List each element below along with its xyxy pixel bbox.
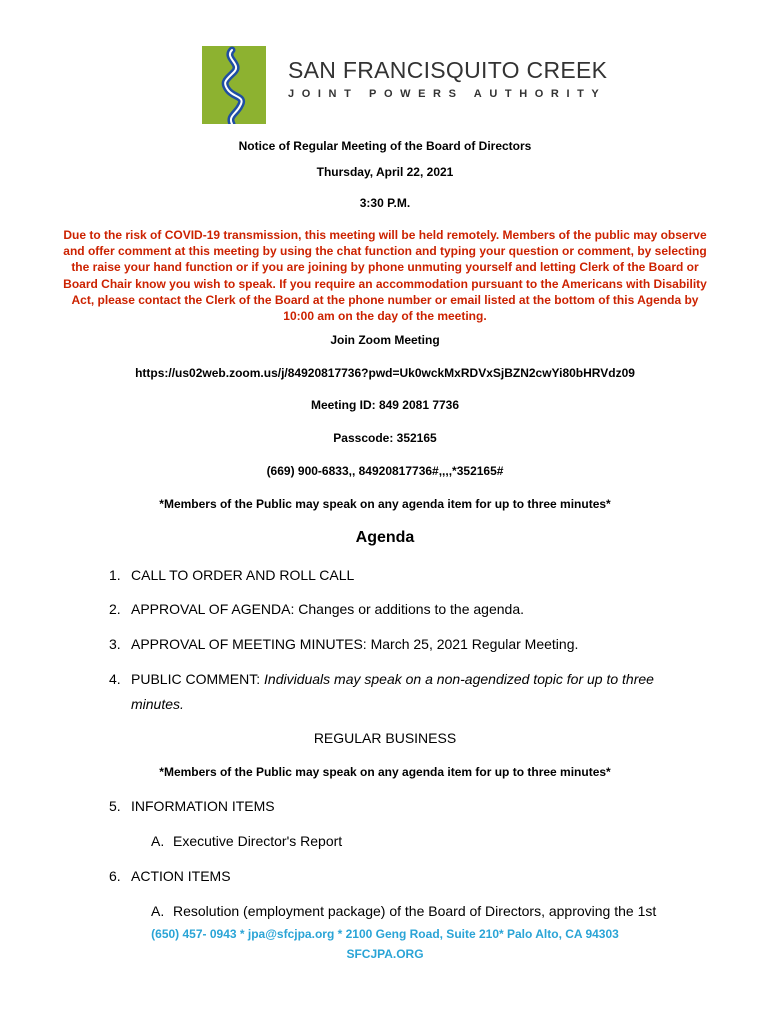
logo-title: SAN FRANCISQUITO CREEK: [288, 57, 608, 83]
footer-contact: (650) 457- 0943 * jpa@sfcjpa.org * 2100 Geng Road, Suite 210* Palo Alto, CA 94303: [151, 927, 619, 941]
agenda-item-6a: [151, 903, 656, 919]
dial-in-phone: (669) 900-6833,, 84920817736#,,,,*352165#: [266, 464, 504, 478]
passcode: Passcode: 352165: [333, 431, 437, 445]
agenda-item-5: [109, 798, 275, 814]
item-number: 5.: [109, 798, 121, 814]
footer-website-link[interactable]: SFCJPA.ORG: [346, 947, 424, 961]
item-text: CALL TO ORDER AND ROLL CALL: [131, 567, 355, 583]
notice-title: Notice of Regular Meeting of the Board of Directors: [238, 139, 532, 153]
agenda-item-3: [109, 636, 578, 652]
item-text: INFORMATION ITEMS: [131, 798, 275, 814]
agenda-item-5a: [151, 833, 342, 849]
item-text: PUBLIC COMMENT:: [131, 671, 265, 687]
meeting-date: Thursday, April 22, 2021: [316, 165, 454, 179]
item-italic-text-cont: minutes.: [131, 696, 184, 712]
item-number: 2.: [109, 601, 121, 617]
agenda-item-1: [109, 567, 354, 583]
item-number: 6.: [109, 868, 121, 884]
agenda-heading: Agenda: [355, 529, 415, 546]
item-number: 3.: [109, 636, 121, 652]
regular-business-heading: REGULAR BUSINESS: [313, 730, 457, 746]
organization-logo: [202, 46, 607, 124]
item-text: APPROVAL OF MEETING MINUTES: March 25, 2021 Regular Meeting.: [131, 636, 579, 652]
item-number: 1.: [109, 567, 121, 583]
zoom-join-label: Join Zoom Meeting: [330, 333, 440, 347]
agenda-item-6: [109, 868, 231, 884]
logo-subtitle: JOINT POWERS AUTHORITY: [288, 88, 607, 100]
public-speaking-note: *Members of the Public may speak on any agenda item for up to three minutes*: [159, 497, 611, 511]
zoom-url-link[interactable]: https://us02web.zoom.us/j/84920817736?pwd=Uk0wckMxRDVxSjBZN2cwYi80bHRVdz09: [135, 366, 635, 380]
item-text: ACTION ITEMS: [131, 868, 231, 884]
public-speaking-note-2: *Members of the Public may speak on any agenda item for up to three minutes*: [159, 765, 611, 779]
covid-notice: Due to the risk of COVID-19 transmission, this meeting will be held remotely. Members of the public may observe and offer comment at this meeting by using the chat function and typing your question or comment, by selecting the raise your hand function or if you are joining by phone unmuting yourself and letting Clerk of the Board or Board Chair know you wish to speak. If you require an accommodation pursuant to the Americans with Disability Act, please contact the Clerk of the Board at the phone number or email listed at the bottom of this Agenda by 10:00 am on the day of the meeting.: [63, 228, 707, 324]
creek-logo-icon: [202, 46, 266, 124]
agenda-item-4: [109, 671, 654, 687]
agenda-item-4-continued: [131, 696, 184, 712]
item-text: Resolution (employment package) of the Board of Directors, approving the 1st: [173, 903, 657, 919]
meeting-time: 3:30 P.M.: [359, 196, 411, 210]
item-letter: A.: [151, 833, 165, 849]
agenda-item-2: [109, 601, 524, 617]
meeting-id: Meeting ID: 849 2081 7736: [310, 398, 460, 412]
item-text: APPROVAL OF AGENDA: Changes or additions to the agenda.: [131, 601, 524, 617]
item-italic-text: Individuals may speak on a non-agendized topic for up to three: [264, 671, 654, 687]
item-text: Executive Director's Report: [173, 833, 343, 849]
item-number: 4.: [109, 671, 121, 687]
item-letter: A.: [151, 903, 165, 919]
